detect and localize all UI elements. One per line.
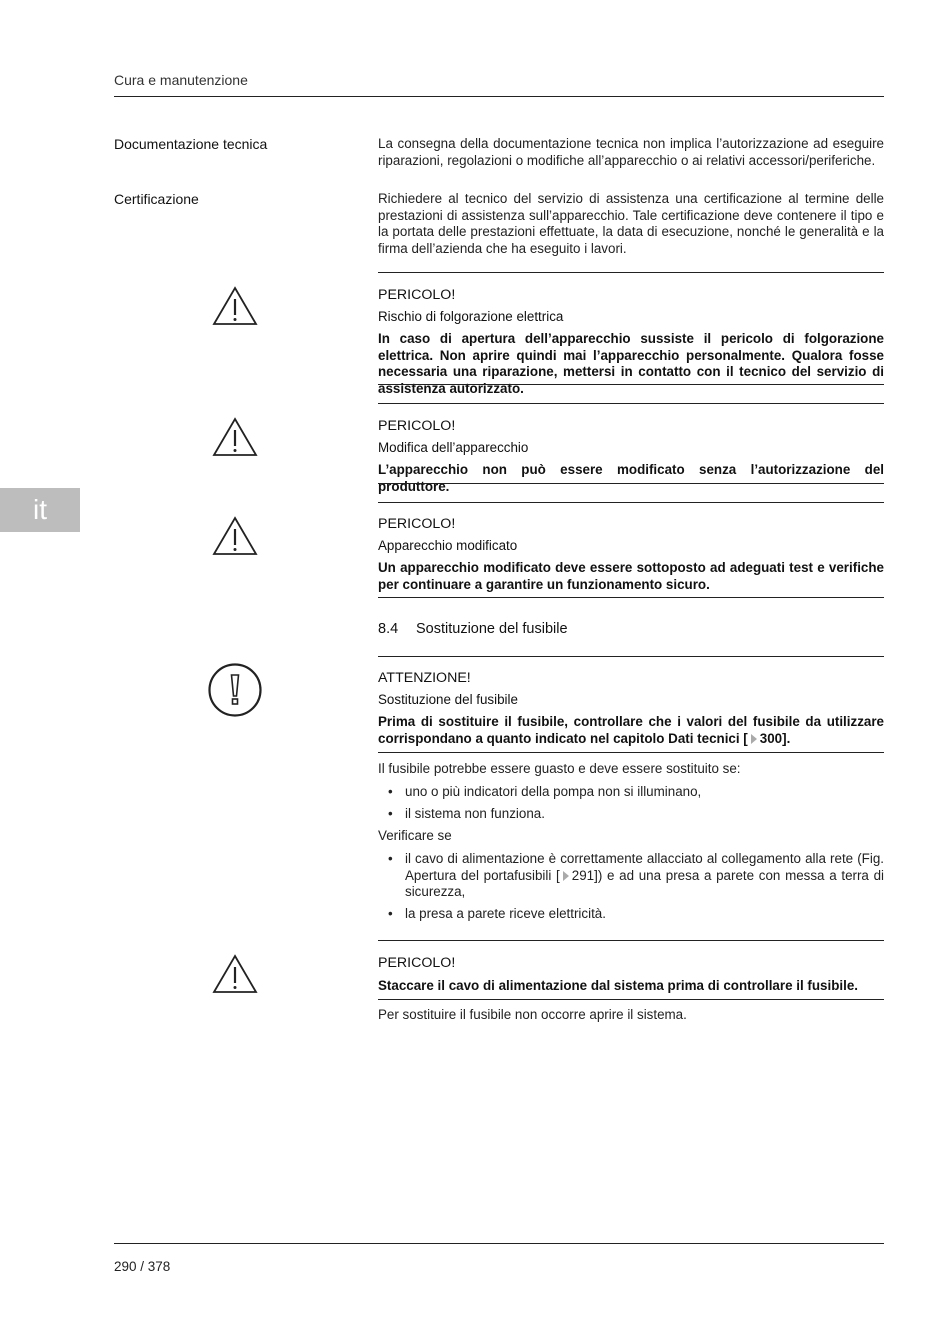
doc-tech-text: La consegna della documentazione tecnica non implica l’autorizzazione ad eseguire riparazioni, regolazioni o modifiche all’apparecchio o ai relativi accessori/periferiche. xyxy=(378,136,884,168)
closing-text: Per sostituire il fusibile non occorre aprire il sistema. xyxy=(378,1007,687,1022)
header-rule xyxy=(114,96,884,97)
caution-rule-bottom xyxy=(378,752,884,753)
verify-text-before: il cavo di alimentazione è correttamente allacciato al collegamento alla rete (Fig. Apertura del portafusibili [ xyxy=(405,851,884,883)
certification-label: Certificazione xyxy=(114,191,199,207)
warning-rule-top xyxy=(378,272,884,273)
warning-text: L’apparecchio non può essere modificato senza l’autorizzazione del produttore. xyxy=(378,462,884,494)
fuse-intro: Il fusibile potrebbe essere guasto e deve essere sostituito se: xyxy=(378,761,741,776)
reference-arrow-icon xyxy=(751,734,757,744)
caution-circle-icon xyxy=(207,662,263,718)
list-item: la presa a parete riceve elettricità. xyxy=(405,906,606,921)
list-item xyxy=(405,851,884,901)
warning-rule-top xyxy=(378,403,884,404)
bullet-dot: • xyxy=(388,806,393,821)
warning-title: PERICOLO! xyxy=(378,955,456,971)
warning-triangle-icon xyxy=(212,516,258,556)
doc-tech-label: Documentazione tecnica xyxy=(114,136,268,152)
bullet-dot: • xyxy=(388,851,393,866)
page-number: 290 / 378 xyxy=(114,1259,171,1274)
warning-rule-top xyxy=(378,502,884,503)
section-number: 8.4 xyxy=(378,621,399,637)
list-item: uno o più indicatori della pompa non si illuminano, xyxy=(405,784,702,799)
warning-text: In caso di apertura dell’apparecchio sussiste il pericolo di folgorazione elettrica. Non aprire quindi mai l’apparecchio personalmente. Qualora fosse necessaria una riparazione, mettersi in contatto con il tecnico del servizio di assistenza autorizzato. xyxy=(378,331,884,396)
verify-intro: Verificare se xyxy=(378,828,452,843)
warning-subtitle: Modifica dell’apparecchio xyxy=(378,440,529,455)
warning-title: PERICOLO! xyxy=(378,418,456,434)
warning-subtitle: Rischio di folgorazione elettrica xyxy=(378,309,564,324)
warning-text: Un apparecchio modificato deve essere sottoposto ad adeguati test e verifiche per continuare a garantire un funzionamento sicuro. xyxy=(378,560,884,592)
caution-text xyxy=(378,714,884,747)
page-reference-link[interactable]: 300 xyxy=(759,730,783,746)
reference-arrow-icon xyxy=(563,871,569,881)
warning-triangle-icon xyxy=(212,954,258,994)
warning-title: PERICOLO! xyxy=(378,516,456,532)
running-header: Cura e manutenzione xyxy=(114,72,248,88)
warning-triangle-icon xyxy=(212,286,258,326)
list-item: il sistema non funziona. xyxy=(405,806,545,821)
warning-text: Staccare il cavo di alimentazione dal sistema prima di controllare il fusibile. xyxy=(378,978,858,993)
warning-rule-bottom xyxy=(378,597,884,598)
language-tab: it xyxy=(0,488,80,532)
warning-title: PERICOLO! xyxy=(378,287,456,303)
bullet-dot: • xyxy=(388,906,393,921)
warning-rule-bottom xyxy=(378,483,884,484)
section-title: Sostituzione del fusibile xyxy=(416,621,568,637)
page-reference-link[interactable]: 291 xyxy=(571,867,595,883)
warning-triangle-icon xyxy=(212,417,258,457)
section-heading xyxy=(378,621,568,637)
caution-text-after: ]. xyxy=(782,730,791,746)
caution-title: ATTENZIONE! xyxy=(378,670,471,686)
warning-rule-top xyxy=(378,940,884,941)
caution-rule-top xyxy=(378,656,884,657)
warning-rule-bottom xyxy=(378,999,884,1000)
footer-rule xyxy=(114,1243,884,1244)
caution-text-before: Prima di sostituire il fusibile, controllare che i valori del fusibile da utilizzare corrispondano a quanto indicato nel capitolo Dati tecnici [ xyxy=(378,714,884,746)
bullet-dot: • xyxy=(388,784,393,799)
warning-rule-bottom xyxy=(378,384,884,385)
verify-text-after: ]) e ad una presa a parete con messa a terra di sicurezza, xyxy=(405,867,884,899)
caution-subtitle: Sostituzione del fusibile xyxy=(378,692,518,707)
warning-subtitle: Apparecchio modificato xyxy=(378,538,518,553)
certification-text: Richiedere al tecnico del servizio di assistenza una certificazione al termine delle prestazioni di assistenza sull’apparecchio. Tale certificazione deve contenere il tipo e la portata delle prestazioni effettuate, la data di esecuzione, nonché le generalità e la firma dell’azienda che ha eseguito i lavori. xyxy=(378,191,884,256)
